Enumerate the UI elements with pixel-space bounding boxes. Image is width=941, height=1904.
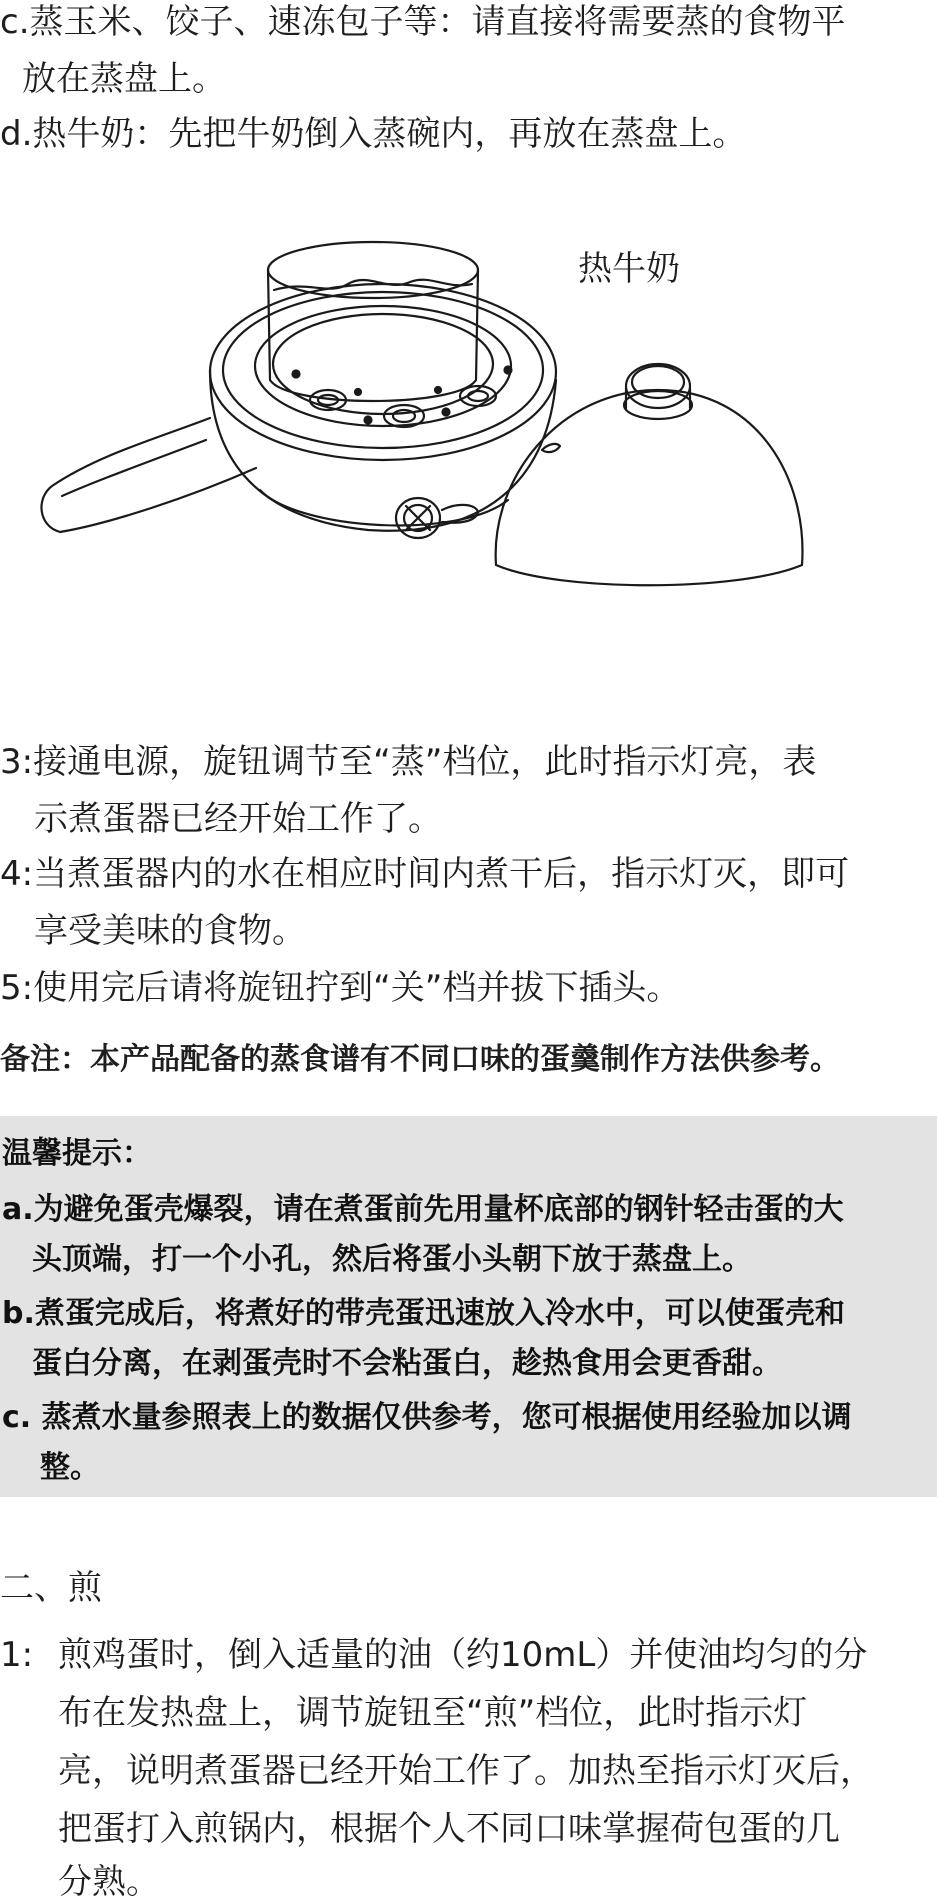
section2-line5: 分熟。 bbox=[58, 1862, 160, 1902]
tip-a-line1: a.为避免蛋壳爆裂，请在煮蛋前先用量杯底部的钢针轻击蛋的大 bbox=[2, 1192, 844, 1227]
tip-a-line2: 头顶端，打一个小孔，然后将蛋小头朝下放于蒸盘上。 bbox=[32, 1242, 752, 1277]
intro-c-line2: 放在蒸盘上。 bbox=[22, 59, 226, 99]
lid-icon bbox=[496, 364, 803, 585]
egg-cooker-illustration bbox=[38, 240, 898, 680]
section2-heading: 二、煎 bbox=[0, 1568, 102, 1608]
step4-line2: 享受美味的食物。 bbox=[34, 911, 306, 951]
section2-line2: 布在发热盘上，调节旋钮至“煎”档位，此时指示灯 bbox=[58, 1693, 808, 1733]
step4-line1: 4:当煮蛋器内的水在相应时间内煮干后，指示灯灭，即可 bbox=[0, 854, 850, 894]
illustration-caption: 热牛奶 bbox=[578, 249, 680, 289]
section2-line3: 亮，说明煮蛋器已经开始工作了。加热至指示灯灭后， bbox=[58, 1751, 874, 1791]
section2-line1: 煎鸡蛋时，倒入适量的油（约10mL）并使油均匀的分 bbox=[58, 1635, 868, 1675]
intro-c-line1: c.蒸玉米、饺子、速冻包子等：请直接将需要蒸的食物平 bbox=[0, 2, 846, 42]
section2-step-number: 1: bbox=[0, 1635, 34, 1675]
egg-cooker-icon bbox=[42, 242, 556, 538]
tip-b-line1: b.煮蛋完成后，将煮好的带壳蛋迅速放入冷水中，可以使蛋壳和 bbox=[2, 1296, 845, 1331]
step3-line2: 示煮蛋器已经开始工作了。 bbox=[34, 799, 442, 839]
tip-c-line1: c. 蒸煮水量参照表上的数据仅供参考，您可根据使用经验加以调 bbox=[2, 1400, 852, 1435]
step3-line1: 3:接通电源，旋钮调节至“蒸”档位，此时指示灯亮，表 bbox=[0, 742, 817, 782]
intro-d-line: d.热牛奶：先把牛奶倒入蒸碗内，再放在蒸盘上。 bbox=[0, 114, 747, 154]
tips-title: 温馨提示： bbox=[2, 1136, 152, 1171]
tips-box bbox=[0, 1116, 937, 1497]
tip-b-line2: 蛋白分离，在剥蛋壳时不会粘蛋白，趁热食用会更香甜。 bbox=[32, 1346, 782, 1381]
tip-c-line2: 整。 bbox=[40, 1450, 100, 1485]
note-text: 备注：本产品配备的蒸食谱有不同口味的蛋羹制作方法供参考。 bbox=[0, 1042, 840, 1077]
section2-line4: 把蛋打入煎锅内，根据个人不同口味掌握荷包蛋的几 bbox=[58, 1809, 840, 1849]
step5-line: 5:使用完后请将旋钮拧到“关”档并拔下插头。 bbox=[0, 968, 681, 1008]
